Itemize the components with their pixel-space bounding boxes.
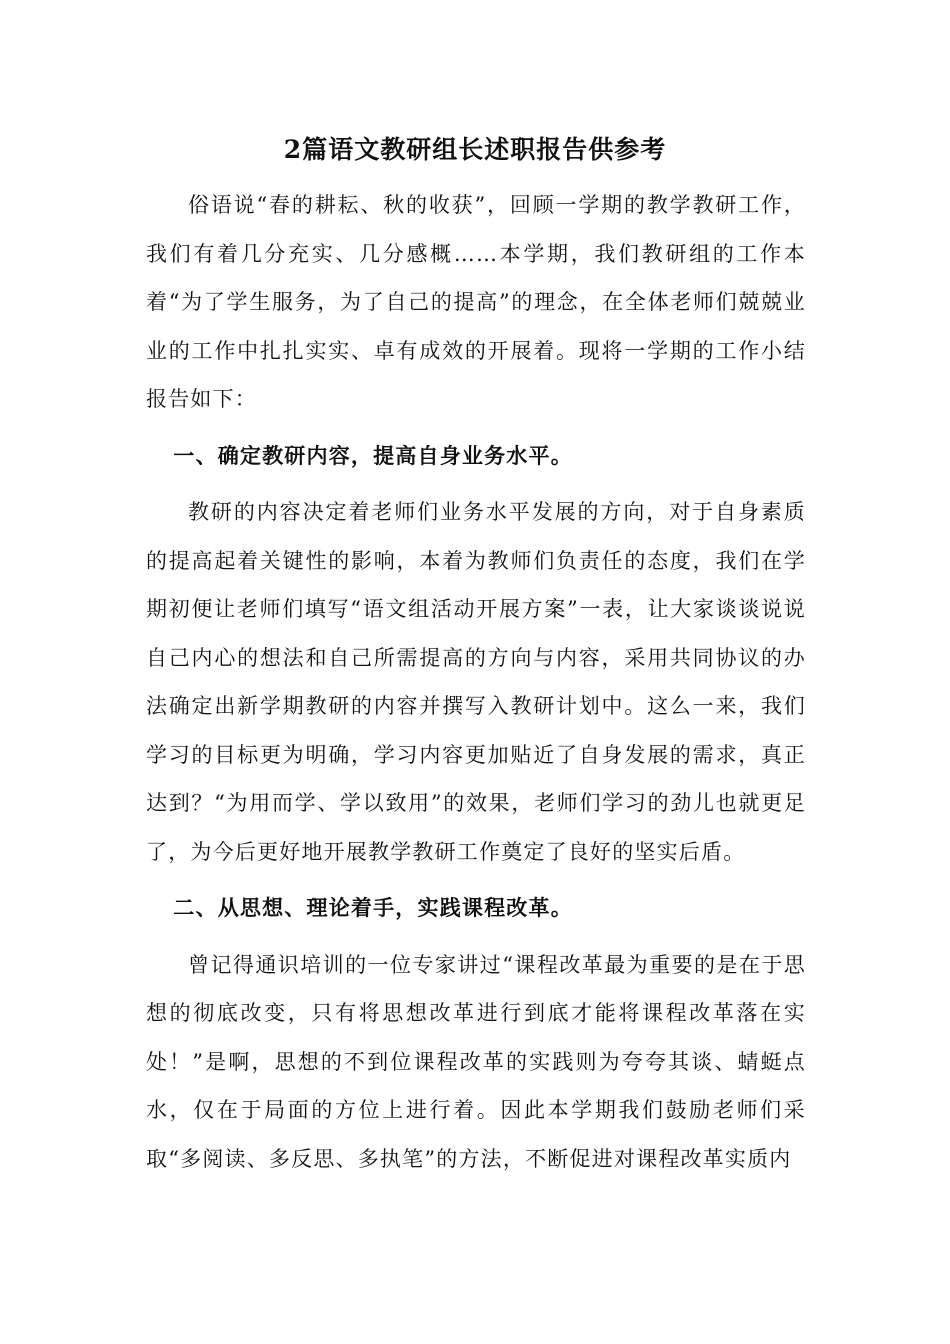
section-heading-1: 一、确定教研内容，提高自身业务水平。 <box>173 442 573 468</box>
section-heading-2: 二、从思想、理论着手，实践课程改革。 <box>173 895 573 920</box>
intro-paragraph: 俗语说“春的耕耘、秋的收获”，回顾一学期的教学教研工作，我们有着几分充实、几分感概……本学期，我们教研组的工作本着“为了学生服务，为了自己的提高”的理念，在全体老师们兢兢业业的工作中扎扎实实、卓有成效的开展着。现将一学期的工作小结报告如下： <box>146 193 806 411</box>
document-body <box>146 181 806 1183</box>
section-paragraph-1: 教研的内容决定着老师们业务水平发展的方向，对于自身素质的提高起着关键性的影响，本着为教师们负责任的态度，我们在学期初便让老师们填写“语文组活动开展方案”一表，让大家谈谈说说自己内心的想法和自己所需提高的方向与内容，采用共同协议的办法确定出新学期教研的内容并撰写入教研计划中。这么一来，我们学习的目标更为明确，学习内容更加贴近了自身发展的需求，真正达到？“为用而学、学以致用”的效果，老师们学习的劲儿也就更足了，为今后更好地开展教学教研工作奠定了良好的坚实后盾。 <box>146 500 806 864</box>
document-title: 2篇语文教研组长述职报告供参考 <box>283 135 667 164</box>
section-paragraph-2: 曾记得通识培训的一位专家讲过“课程改革最为重要的是在于思想的彻底改变，只有将思想改革进行到底才能将课程改革落在实处！”是啊，思想的不到位课程改革的实践则为夸夸其谈、蜻蜓点水，仅在于局面的方位上进行着。因此本学期我们鼓励老师们采取“多阅读、多反思、多执笔”的方法，不断促进对课程改革实质内 <box>146 952 806 1171</box>
